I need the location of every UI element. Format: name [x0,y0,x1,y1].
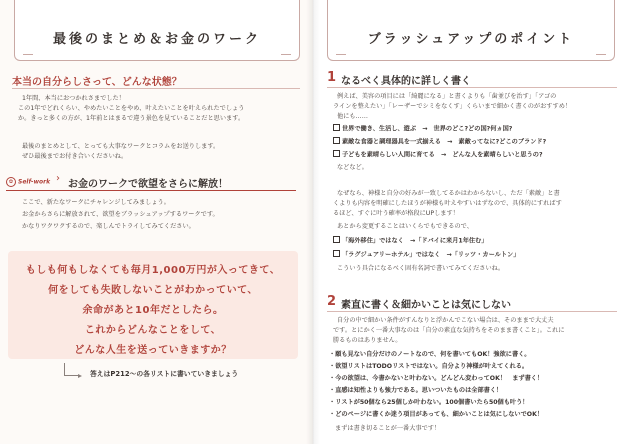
body-line: ぜひ最後までお付き合いくださいね。 [22,153,128,160]
checkbox-item: 世界で働き、生活し、遊ぶ → 世界のどこ?どの国?何ヵ国? [333,124,512,135]
body-line: るほど、すぐに叶う確率が格段にUPします！ [333,210,459,217]
left-title-box [14,0,300,61]
bullet-item: ・ リストが50個なら25個しか叶わない。100個書いたら50個も叶う！ [329,398,529,408]
selfwork-badge: ✿ Self-work [6,177,50,187]
body-line: 他にも…… [337,113,368,120]
bullet-item: ・ 今の欲望は、今書かないと叶わない。どんどん変わってOK！ まず書く！ [329,374,543,384]
book-gutter [306,0,320,444]
title-deco-line [596,54,606,55]
point-heading: 素直に書く＆細かいことは気にしない [341,300,511,311]
answer-note: 答えはP212～の各リストに書いていきましょう [90,370,239,378]
body-line: くよりも内容を明確にしたほうが神様も叶えやすいはずなので、具体的にすればす [333,200,562,207]
corner-arrow-icon [64,363,79,376]
body-line: まずは書き切ることが一番大事です！ [335,425,441,432]
bullet-item: ・ 直感は知性よりも強力である。思いついたものは全部書く！ [329,386,502,396]
bullet-item: ・ どのページに書くか迷う項目があっても、細かいことは気にしないでOK！ [329,410,543,420]
section-heading: 本当の自分らしさって、どんな状態？ [12,77,182,88]
page-title: ブラッシュアップのポイント [367,32,575,47]
body-line: か。きっと多くの方が、1年前とはまるで違う景色を見ていることだと思います。 [18,115,245,122]
body-line: 最後のまとめとして、とっても大事なワークとコラムをお送りします。 [22,143,220,150]
title-deco-line [23,54,33,55]
checkbox-item: 「ラグジュアリーホテル」ではなく →「リッツ・カールトン」 [333,250,519,261]
checkbox-item: 子どもを素晴らしい人間に育てる → どんな人を素晴らしいと思うの? [333,150,543,161]
point-number: 2 [327,294,337,309]
highlight-line: もしも何もしなくても毎月1,000万円が入ってきて、 [25,265,281,276]
body-line: ラインを整えたい」「レーザーでシミをなくす」くらいまで細かく書くのがおすすめ！ [333,103,572,110]
body-line: この1年でどれくらい、やめたいことをやめ、叶えたいことを叶えられたでしょう [18,105,245,112]
bullet-item: ・ 願も見ない自分だけのノートなので、何を書いてもOK！強欲に書く。 [329,350,530,360]
body-line: 勝るものはありません。 [333,337,402,344]
body-line: なぜなら、神様と自分の好みが一致してるかはわからないし、ただ「素敵」と書 [337,190,560,197]
point-heading: なるべく具体的に詳しく書く [341,76,471,87]
body-line: お金からさらに解放されて、欲望をブラッシュアップするワークです。 [22,211,219,218]
right-title-box [327,0,615,61]
selfwork-heading: お金のワークで欲望をさらに解放！ [68,179,228,190]
body-line: です。とにかく一番大事なのは「自分の素直な気持ちをそのまま書くこと」。これに [333,327,565,334]
body-line: 1年間、本当におつかれさまでした！ [22,95,125,102]
chevron-right-icon: › [56,173,60,184]
highlight-line: 余命があと10年だとしたら。 [82,305,224,316]
heading-underline [12,88,300,89]
point-underline [327,87,617,88]
selfwork-underline [6,190,296,191]
body-line: ここで、新たなワークにチャレンジしてみましょう。 [22,199,170,206]
highlight-box [8,251,298,359]
flower-icon: ✿ [6,177,16,187]
bullet-item: ・ 欲望リストはTODOリストではない。自分より神様が叶えてくれる。 [329,362,528,372]
point-underline [327,311,617,312]
page-title: 最後のまとめ＆お金のワーク [52,32,261,47]
right-page [313,0,626,444]
highlight-line: 何をしても失敗しないことがわかっていて、 [48,285,258,296]
checkbox-item: 「海外移住」ではなく →「ドバイに来月1年住む」 [333,236,488,247]
title-deco-line [281,54,291,55]
body-line: などなど。 [337,164,368,171]
point-number: 1 [327,70,337,85]
highlight-line: これからどんなことをして、 [84,325,222,336]
body-line: こういう具合になるべく固有名詞で書いてみてくださいね。 [337,265,505,272]
highlight-line: どんな人生を送っていきますか？ [74,345,232,356]
body-line: 自分の中で細かい条件がすんなりと浮かんでこない場合は、そのままで大丈夫 [337,317,554,324]
body-line: かなりワクワクするので、楽しんでトライしてみてください。 [22,223,195,230]
checkbox-item: 素敵な食器と調理器具を一式揃える → 素敵ってなに?どこのブランド? [333,137,546,148]
body-line: あとから変更することはいくらでもできるので、 [337,223,473,230]
body-line: 例えば、美容の項目には「綺麗になる」と書くよりも「歯並びを治す」「アゴの [337,93,557,100]
title-deco-line [336,54,346,55]
